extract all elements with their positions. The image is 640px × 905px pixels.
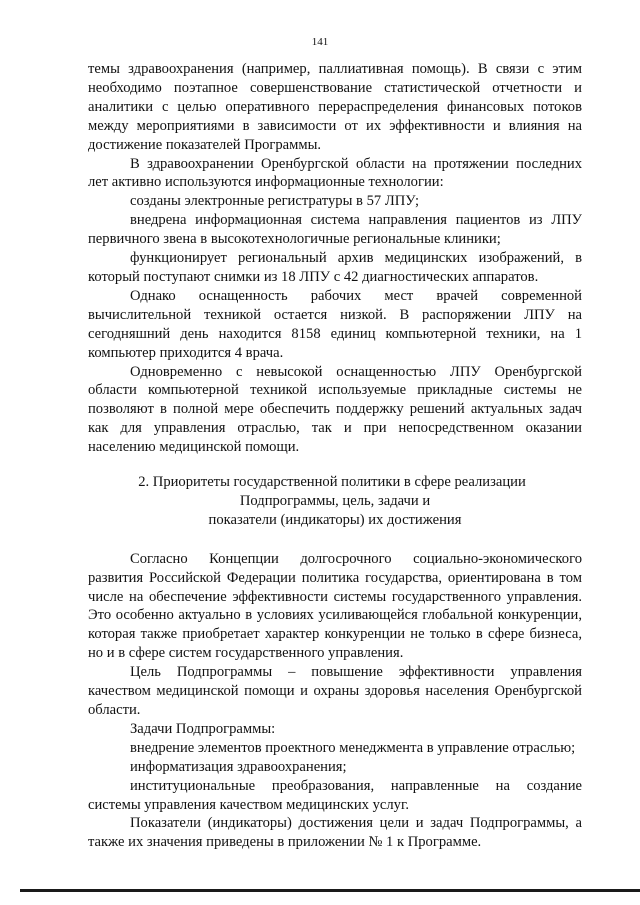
paragraph: Задачи Подпрограммы: [130, 720, 276, 737]
paragraph: Одновременно с невысокой оснащенностью ЛПУ Оренбургской области компьютерной техникой используемые прикладные системы не позволяют в полной мере обеспечить поддержку решений актуальных задач как для управления отраслью, так и при непосредственном оказании населению медицинской помощи. [88, 363, 582, 456]
paragraph: В здравоохранении Оренбургской области на протяжении последних лет активно используются информационные технологии: [88, 155, 582, 191]
list-item: информатизация здравоохранения; [130, 758, 347, 775]
list-item: институциональные преобразования, направленные на создание системы управления качеством медицинских услуг. [88, 777, 582, 813]
list-item: внедрение элементов проектного менеджмента в управление отраслью; [130, 739, 576, 756]
page-number: 141 [311, 36, 329, 48]
bottom-rule [20, 889, 640, 892]
paragraph: темы здравоохранения (например, паллиативная помощь). В связи с этим необходимо поэтапное совершенствование статистической отчетности и аналитики с целью оперативного перераспределения финансовых потоков между мероприятиями в зависимости от их эффективности и влияния на достижение показателей Программы. [88, 61, 582, 153]
section-heading-line: Подпрограммы, цель, задачи и [239, 492, 431, 509]
section-heading-line: показатели (индикаторы) их достижения [208, 511, 462, 528]
list-item: созданы электронные регистратуры в 57 ЛПУ; [130, 193, 420, 210]
spacer [88, 540, 582, 550]
list-item: функционирует региональный архив медицинских изображений, в который поступают снимки из 18 ЛПУ с 42 диагностических аппаратов. [88, 250, 582, 285]
list-item: внедрена информационная система направления пациентов из ЛПУ первичного звена в высокотехнологичные региональные клиники; [88, 212, 582, 248]
document-body [88, 60, 582, 852]
paragraph: Согласно Концепции долгосрочного социально-экономического развития Российской Федерации политика государства, ориентирована в том числе на обеспечение эффективности системы государственного управления. Это особенно актуально в условиях усиливающейся глобальной конкуренции, которая также приобретает характер конкуренции не только в сфере бизнеса, но и в сфере систем государственного управления. [88, 550, 582, 662]
section-heading-line: 2. Приоритеты государственной политики в сфере реализации [138, 474, 526, 491]
paragraph: Цель Подпрограммы – повышение эффективности управления качеством медицинской помощи и охраны здоровья населения Оренбургской области. [88, 664, 582, 718]
paragraph: Однако оснащенность рабочих мест врачей современной вычислительной техникой остается низкой. В распоряжении ЛПУ на сегодняшний день находится 8158 единиц компьютерной техники, на 1 компьютер приходится 4 врача. [88, 287, 582, 361]
section-heading [88, 473, 582, 530]
paragraph: Показатели (индикаторы) достижения цели и задач Подпрограммы, а также их значения приведены в приложении № 1 к Программе. [88, 815, 582, 851]
